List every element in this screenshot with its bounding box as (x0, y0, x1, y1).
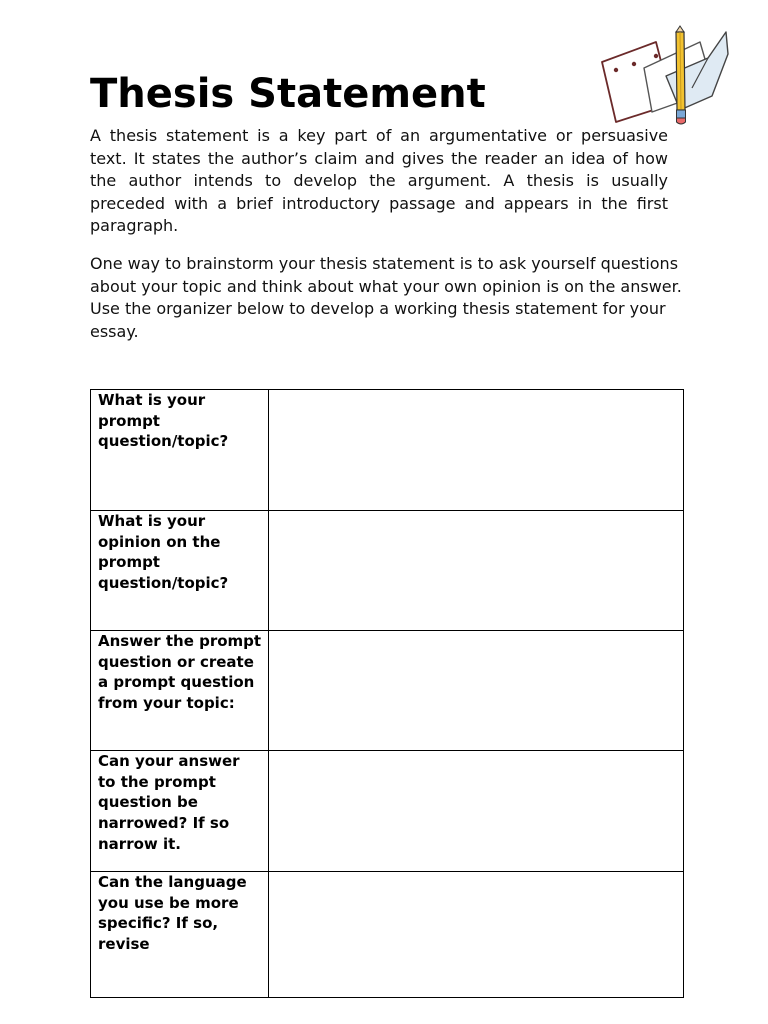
question-label: Can your answer to the prompt question be narrowed? If so narrow it. (98, 752, 240, 853)
answer-cell[interactable] (269, 631, 684, 751)
clipart-paper-hole (614, 68, 618, 72)
page-title: Thesis Statement (90, 71, 486, 117)
intro-paragraph: A thesis statement is a key part of an argumentative or persuasive text. It states the author’s claim and gives the reader an idea of how the author intends to develop the argument. A thesis is usually preceded with a brief introductory passage and appears in the first paragraph. (90, 126, 668, 235)
answer-cell[interactable] (269, 390, 684, 511)
question-label: Can the language you use be more specific? If so, revise (98, 873, 247, 954)
clipart-pencil (676, 26, 686, 124)
table-row (91, 751, 684, 872)
instructions-paragraph: One way to brainstorm your thesis statement is to ask yourself questions about your topic and think about what your own opinion is on the answer. Use the organizer below to develop a working thesis statement for your essay. (90, 254, 682, 341)
answer-cell[interactable] (269, 872, 684, 998)
question-cell (91, 751, 269, 872)
question-label: Answer the prompt question or create a prompt question from your topic: (98, 632, 262, 713)
papers-and-pencil-icon (596, 18, 734, 130)
question-cell (91, 872, 269, 998)
question-cell (91, 631, 269, 751)
question-label: What is your opinion on the prompt question/topic? (98, 512, 229, 593)
question-label: What is your prompt question/topic? (98, 391, 229, 451)
clipart-paper-hole (654, 54, 658, 58)
answer-cell[interactable] (269, 511, 684, 631)
question-cell (91, 511, 269, 631)
question-cell (91, 390, 269, 511)
table-row (91, 390, 684, 511)
table-row (91, 511, 684, 631)
answer-cell[interactable] (269, 751, 684, 872)
clipart-paper-hole (632, 62, 636, 66)
table-row (91, 872, 684, 998)
thesis-organizer-table (90, 389, 684, 998)
table-row (91, 631, 684, 751)
